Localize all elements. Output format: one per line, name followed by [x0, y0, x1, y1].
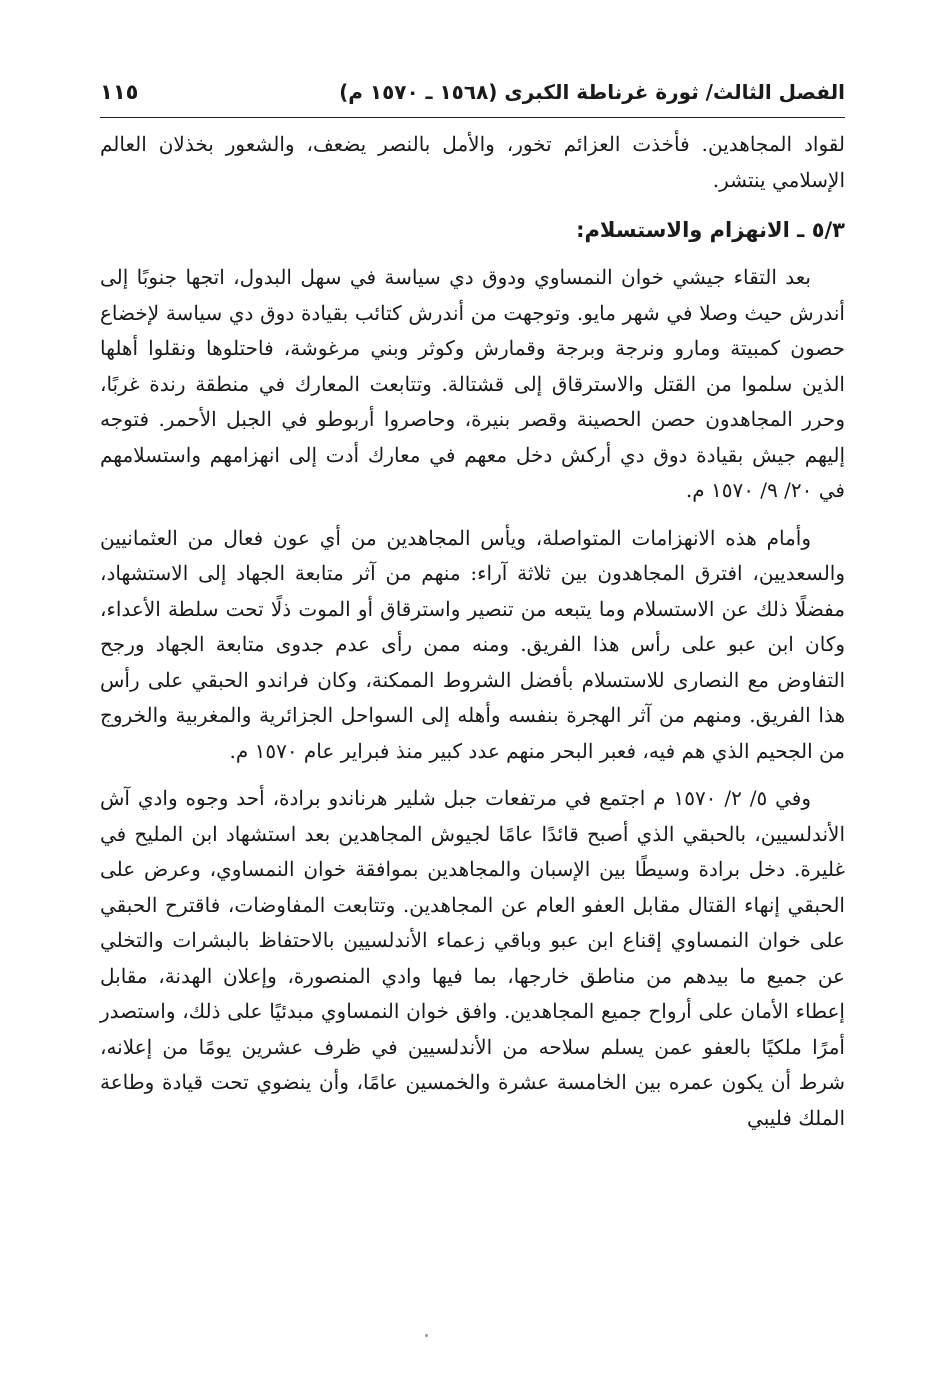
- paragraph-1: بعد التقاء جيشي خوان النمساوي ودوق دي سياسة في سهل البدول، اتجها جنوبًا إلى أندرش حيث وصلا في شهر مايو. وتوجهت من أندرش كتائب بقيادة دوق دي سياسة لإخضاع حصون كمبيتة ومارو ونرجة وبرجة وقمارش وكوثر وبني مرغوشة، فاحتلوها ونقلوا أهلها الذين سلموا من القتل والاسترقاق إلى قشتالة. وتتابعت المعارك في منطقة رندة غربًا، وحرر المجاهدون حصن الحصينة وقصر بنيرة، وحاصروا أربوطو في الجبل الأحمر. فتوجه إليهم جيش بقيادة دوق دي أركش دخل معهم في معارك أدت إلى انهزامهم واستسلامهم في ٢٠/ ٩/ ١٥٧٠ م.: [100, 265, 845, 502]
- page-number: ١١٥: [100, 80, 139, 104]
- header-divider: [100, 117, 845, 118]
- intro-paragraph: لقواد المجاهدين. فأخذت العزائم تخور، والأمل بالنصر يضعف، والشعور بخذلان العالم الإسلامي ينتشر.: [100, 132, 845, 192]
- running-header: [100, 74, 845, 118]
- chapter-title: الفصل الثالث/ ثورة غرناطة الكبرى (١٥٦٨ ـ ١٥٧٠ م): [339, 80, 845, 104]
- paragraph-2: وأمام هذه الانهزامات المتواصلة، ويأس المجاهدين من أي عون فعال من العثمانيين والسعديين، افترق المجاهدون بين ثلاثة آراء: منهم من آثر متابعة الجهاد إلى الاستشهاد، مفضلًا ذلك عن الاستسلام وما يتبعه من تنصير واسترقاق أو الموت ذلًا تحت سلطة الأعداء، وكان ابن عبو على رأس هذا الفريق. ومنه ممن رأى عدم جدوى متابعة الجهاد ورجح التفاوض مع النصارى للاستسلام بأفضل الشروط الممكنة، وكان فراندو الحبقي على رأس هذا الفريق. ومنهم من آثر الهجرة بنفسه وأهله إلى السواحل الجزائرية والمغربية والخروج من الجحيم الذي هم فيه، فعبر البحر منهم عدد كبير منذ فبراير عام ١٥٧٠ م.: [100, 525, 845, 763]
- paragraph-3: وفي ٥/ ٢/ ١٥٧٠ م اجتمع في مرتفعات جبل شلير هرناندو برادة، أحد وجوه وادي آش الأندلسيين، بالحبقي الذي أصبح قائدًا عامًا لجيوش المجاهدين بعد استشهاد ابن المليح في غليرة. دخل برادة وسيطًا بين الإسبان والمجاهدين بموافقة خوان النمساوي، وعرض على الحبقي إنهاء القتال مقابل العفو العام عن المجاهدين. وتتابعت المفاوضات، فاقترح الحبقي على خوان النمساوي إقناع ابن عبو وباقي زعماء الأندلسيين بالاحتفاظ بالبشرات والتخلي عن جميع ما بيدهم من مناطق خارجها، بما فيها وادي المنصورة، وإعلان الهدنة، مقابل إعطاء الأمان على أرواح جميع المجاهدين. وافق خوان النمساوي مبدئيًا على ذلك، واستصدر أمرًا ملكيًا بالعفو عمن يسلم سلاحه من الأندلسيين في ظرف عشرين يومًا من إعلانه، شرط أن يكون عمره بين الخامسة عشرة والخمسين عامًا، وأن ينضوي تحت قيادة وطاعة الملك فليبي: [100, 786, 845, 1130]
- section-heading: ٥/٣ ـ الانهزام والاستسلام:: [576, 218, 845, 242]
- page-body: [100, 127, 845, 1148]
- scan-speck: [425, 1334, 428, 1337]
